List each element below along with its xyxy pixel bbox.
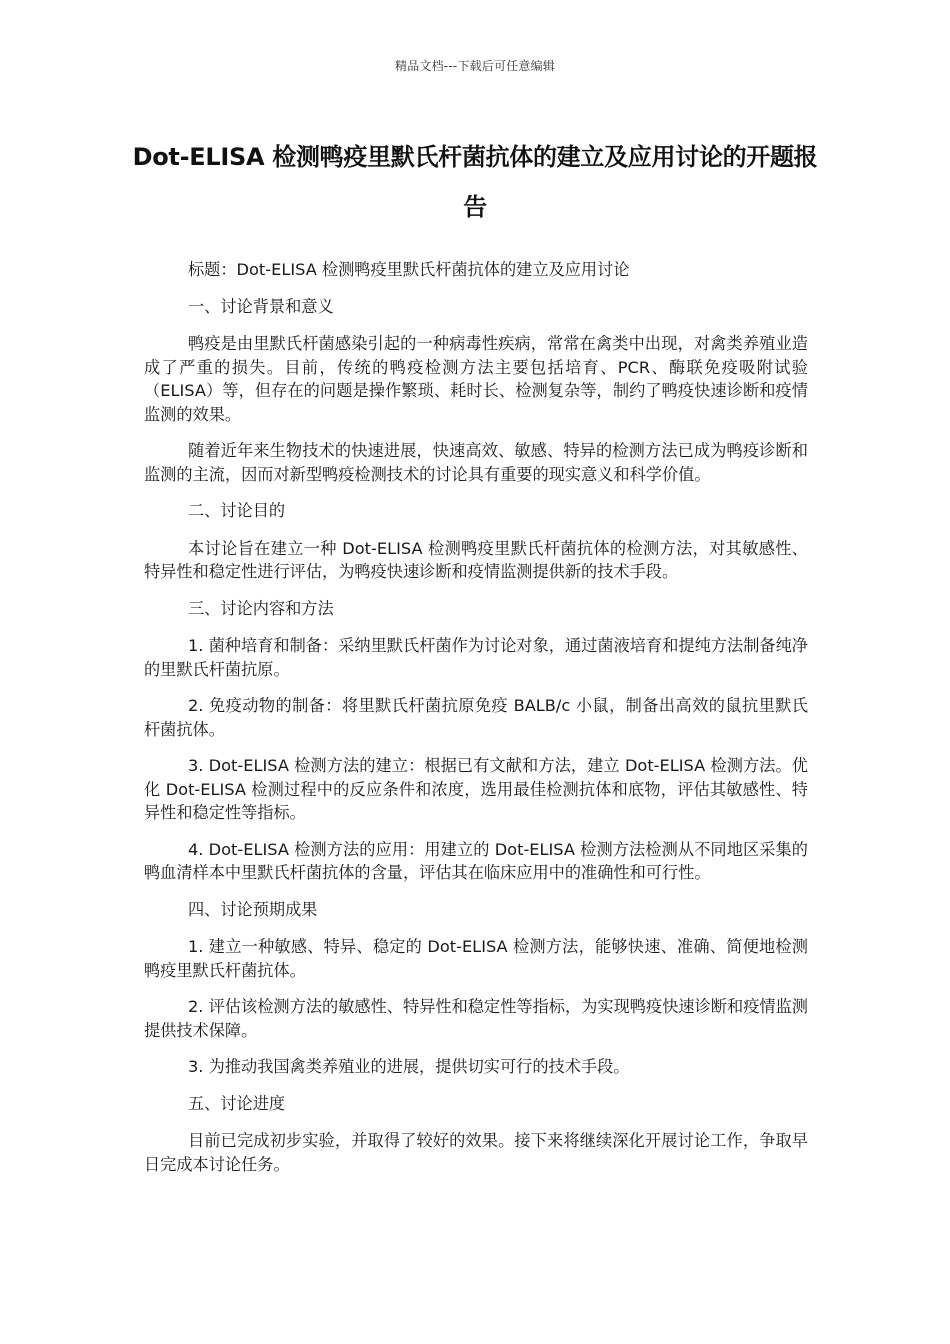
progress-paragraph: 目前已完成初步实验，并取得了较好的效果。接下来将继续深化开展讨论工作，争取早日完成本讨论任务。 [144, 1131, 808, 1174]
methods-item-1: 1. 菌种培育和制备：采纳里默氏杆菌作为讨论对象，通过菌液培育和提纯方法制备纯净的里默氏杆菌抗原。 [144, 636, 808, 679]
methods-item-4: 4. Dot-ELISA 检测方法的应用：用建立的 Dot-ELISA 检测方法检测从不同地区采集的鸭血清样本中里默氏杆菌抗体的含量，评估其在临床应用中的准确性和可行性。 [144, 839, 808, 882]
section-heading-purpose: 二、讨论目的 [188, 501, 286, 520]
background-paragraph-2: 随着近年来生物技术的快速进展，快速高效、敏感、特异的检测方法已成为鸭疫诊断和监测的主流，因而对新型鸭疫检测技术的讨论具有重要的现实意义和科学价值。 [144, 441, 808, 484]
subject-line: 标题：Dot-ELISA 检测鸭疫里默氏杆菌抗体的建立及应用讨论 [188, 260, 630, 279]
section-heading-methods: 三、讨论内容和方法 [188, 598, 334, 618]
section-heading-outcomes: 四、讨论预期成果 [188, 899, 318, 919]
methods-item-2: 2. 免疫动物的制备：将里默氏杆菌抗原免疫 BALB/c 小鼠，制备出高效的鼠抗里默氏杆菌抗体。 [144, 696, 808, 739]
page-header-note: 精品文档---下载后可任意编辑 [395, 59, 555, 73]
outcomes-item-1: 1. 建立一种敏感、特异、稳定的 Dot-ELISA 检测方法，能够快速、准确、简便地检测鸭疫里默氏杆菌抗体。 [144, 937, 808, 980]
purpose-paragraph: 本讨论旨在建立一种 Dot-ELISA 检测鸭疫里默氏杆菌抗体的检测方法，对其敏感性、特异性和稳定性进行评估，为鸭疫快速诊断和疫情监测提供新的技术手段。 [144, 538, 808, 581]
section-heading-progress: 五、讨论进度 [188, 1093, 286, 1113]
document-body [144, 258, 808, 1189]
methods-item-3: 3. Dot-ELISA 检测方法的建立：根据已有文献和方法，建立 Dot-ELISA 检测方法。优化 Dot-ELISA 检测过程中的反应条件和浓度，选用最佳检测抗体和底物，评估其敏感性、特异性和稳定性等指标。 [144, 756, 808, 822]
section-heading-background: 一、讨论背景和意义 [188, 296, 334, 316]
outcomes-item-2: 2. 评估该检测方法的敏感性、特异性和稳定性等指标，为实现鸭疫快速诊断和疫情监测提供技术保障。 [144, 997, 808, 1040]
document-title: Dot-ELISA 检测鸭疫里默氏杆菌抗体的建立及应用讨论的开题报告 [132, 143, 818, 221]
background-paragraph-1: 鸭疫是由里默氏杆菌感染引起的一种病毒性疾病，常常在禽类中出现，对禽类养殖业造成了严重的损失。目前，传统的鸭疫检测方法主要包括培育、PCR、酶联免疫吸附试验（ELISA）等，但存在的问题是操作繁琐、耗时长、检测复杂等，制约了鸭疫快速诊断和疫情监测的效果。 [144, 334, 808, 424]
outcomes-item-3: 3. 为推动我国禽类养殖业的进展，提供切实可行的技术手段。 [188, 1057, 630, 1076]
